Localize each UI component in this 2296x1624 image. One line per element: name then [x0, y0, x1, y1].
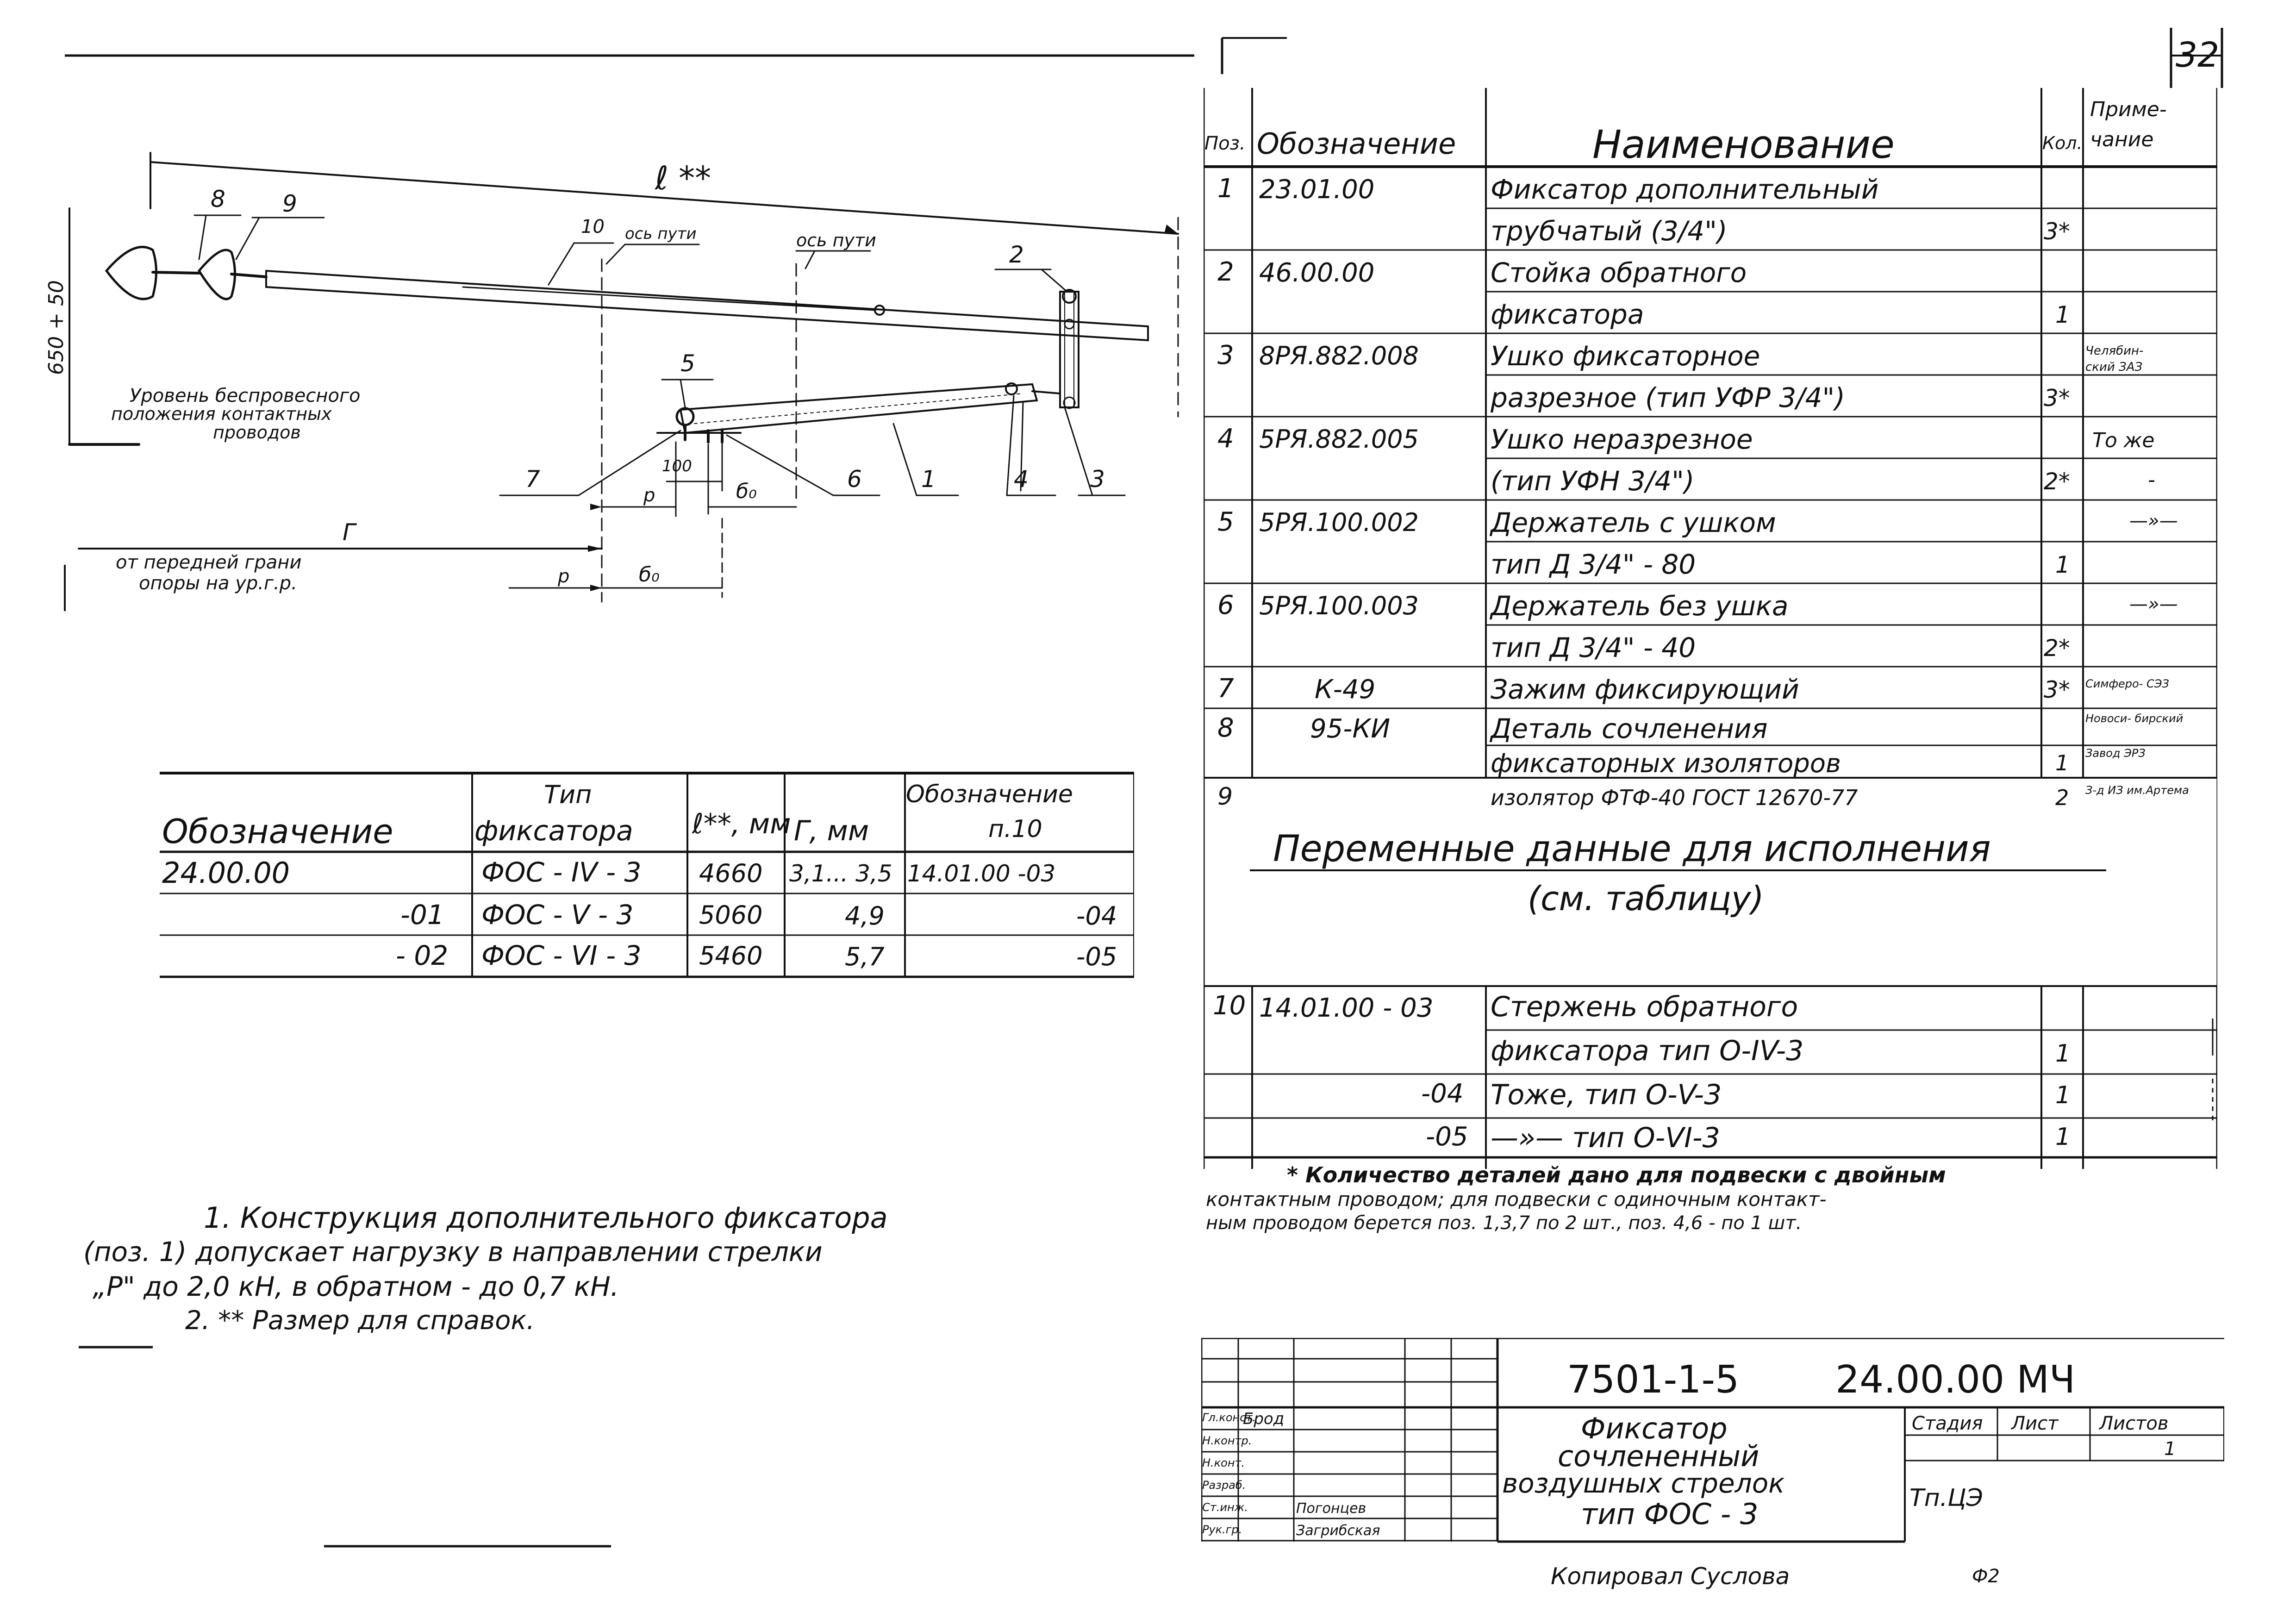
spec-row-10-name: тип Д 3/4" - 80 — [1491, 549, 1696, 580]
pos-label-3: 3 — [1090, 466, 1105, 493]
sheet-number: 32 — [2176, 35, 2220, 75]
vt-header-type-2: фиксатора — [474, 815, 633, 847]
spec-row-7-name: Ушко неразрезное — [1491, 424, 1753, 455]
spec-row-12-qty: 2* — [2044, 635, 2070, 662]
spec-row-16-qty: 2 — [2055, 785, 2069, 810]
spec-row-3-name: Стойка обратного — [1491, 257, 1747, 288]
spec-footnote-2: контактным проводом; для подвески с одиночным контакт- — [1206, 1188, 1827, 1211]
spec-row-14-pos: 8 — [1217, 713, 1234, 743]
spec-row-2-name: трубчатый (3/4") — [1491, 215, 1728, 247]
title-org: Тп.ЦЭ — [1909, 1484, 1983, 1512]
spec-row-10-qty: 1 — [2055, 551, 2070, 578]
spec-header-designation: Обозначение — [1257, 127, 1456, 161]
spec-row-14-name: Деталь сочленения — [1491, 713, 1768, 744]
pos-label-9: 9 — [282, 190, 297, 217]
vt-row-1-designation: 24.00.00 — [162, 856, 290, 890]
specification-table — [1204, 88, 2217, 1169]
vt-row-3-d10: -05 — [1076, 942, 1117, 971]
vt-row-1-d10: 14.01.00 -03 — [907, 860, 1056, 887]
var-row-1-pos: 10 — [1213, 991, 1246, 1021]
var-row-1-name: Стержень обратного — [1491, 991, 1798, 1023]
spec-row-13-designation: К-49 — [1315, 675, 1376, 705]
spec-row-4-name: фиксатора — [1491, 299, 1644, 330]
spec-row-11-pos: 6 — [1217, 590, 1234, 620]
var-row-3-name: Тоже, тип О-V-3 — [1491, 1079, 1722, 1111]
dim-b0-lower: б₀ — [639, 563, 660, 587]
vt-header-d10-2: п.10 — [988, 815, 1042, 843]
note-3: „Р" до 2,0 кН, в обратном - до 0,7 кН. — [93, 1271, 619, 1302]
title-sheet-value: 1 — [2164, 1438, 2176, 1460]
var-row-4-qty: 1 — [2055, 1123, 2071, 1151]
role-1: Гл.конст. — [1202, 1411, 1256, 1424]
spec-row-9-note: —»— — [2129, 510, 2178, 531]
spec-row-7-pos: 4 — [1217, 424, 1234, 454]
vt-row-2-d10: -04 — [1076, 901, 1117, 931]
spec-row-3-pos: 2 — [1217, 257, 1234, 287]
note-2: (поз. 1) допускает нагрузку в направлении стрелки — [83, 1236, 823, 1268]
dim-g-note-1: от передней грани — [116, 552, 302, 573]
vt-header-l: ℓ**, мм — [692, 808, 791, 840]
vt-row-2-l: 5060 — [699, 900, 763, 930]
spec-row-4-qty: 1 — [2055, 301, 2070, 328]
role-3: Н.конт. — [1202, 1456, 1245, 1469]
pos-label-1: 1 — [921, 466, 936, 493]
spec-row-8-qty: 2* — [2044, 468, 2070, 495]
assembly-drawing — [0, 0, 1204, 648]
dim-vertical-label: 650 + 50 — [44, 280, 68, 375]
dim-g-label: Г — [343, 519, 356, 546]
var-row-3-designation: -04 — [1421, 1079, 1464, 1109]
spec-header-qty: Кол. — [2042, 133, 2083, 153]
role-4: Разраб. — [1202, 1479, 1246, 1492]
spec-row-5-designation: 8РЯ.882.008 — [1259, 341, 1419, 370]
var-row-3-qty: 1 — [2055, 1081, 2071, 1109]
spec-row-11-note: —»— — [2129, 593, 2178, 615]
spec-header-pos: Поз. — [1204, 133, 1246, 154]
pos-label-10: 10 — [581, 216, 605, 237]
title-code: 7501-1-5 — [1567, 1358, 1740, 1402]
vt-row-3-g: 5,7 — [845, 942, 885, 971]
role-6: Рук.гр. — [1202, 1523, 1242, 1536]
pos-label-4: 4 — [1014, 466, 1029, 493]
spec-row-8-name: (тип УФН 3/4") — [1491, 465, 1695, 497]
vt-row-2-designation: -01 — [400, 899, 444, 931]
title-line-4: тип ФОС - 3 — [1581, 1497, 1759, 1531]
vt-row-1-g: 3,1... 3,5 — [789, 860, 892, 887]
spec-row-14-note: Новоси- бирский — [2085, 712, 2184, 725]
spec-row-13-pos: 7 — [1217, 674, 1234, 704]
spec-row-11-designation: 5РЯ.100.003 — [1259, 591, 1419, 620]
spec-row-13-name: Зажим фиксирующий — [1491, 674, 1799, 705]
var-row-4-designation: -05 — [1426, 1122, 1468, 1152]
spec-row-16-note: З-д ИЗ им.Артема — [2085, 784, 2189, 797]
spec-row-15-name: фиксаторных изоляторов — [1491, 749, 1841, 779]
vt-header-d10-1: Обозначение — [906, 781, 1073, 808]
dim-p-upper: р — [643, 485, 655, 506]
spec-row-9-pos: 5 — [1217, 507, 1234, 537]
level-label-1: Уровень беспровесного — [130, 385, 361, 406]
vt-header-g: Г, мм — [794, 815, 869, 847]
spec-row-5-pos: 3 — [1217, 340, 1234, 370]
name-6: Загрибская — [1296, 1523, 1380, 1539]
title-sheets-label: Листов — [2099, 1413, 2169, 1434]
spec-row-9-name: Держатель с ушком — [1491, 507, 1776, 538]
vt-row-3-designation: - 02 — [396, 940, 449, 971]
note-1: 1. Конструкция дополнительного фиксатора — [204, 1201, 888, 1235]
pos-label-7: 7 — [525, 466, 540, 493]
spec-row-6-name: разрезное (тип УФР 3/4") — [1491, 382, 1845, 413]
spec-row-16-pos: 9 — [1217, 783, 1233, 811]
spec-row-16-name: изолятор ФТФ-40 ГОСТ 12670-77 — [1491, 785, 1858, 810]
var-row-2-qty: 1 — [2055, 1040, 2071, 1068]
name-1: Брод — [1243, 1410, 1285, 1428]
var-row-1-designation: 14.01.00 - 03 — [1259, 993, 1434, 1023]
spec-row-1-name: Фиксатор дополнительный — [1491, 174, 1879, 205]
vt-row-1-l: 4660 — [699, 859, 763, 888]
title-doc: 24.00.00 МЧ — [1835, 1358, 2076, 1402]
copied-by: Копировал Суслова — [1551, 1563, 1790, 1590]
format-label: Ф2 — [1972, 1566, 2000, 1587]
dim-l-label: ℓ ** — [655, 159, 711, 197]
pos-label-6: 6 — [847, 466, 862, 493]
spec-footnote-3: ным проводом берется поз. 1,3,7 по 2 шт., поз. 4,6 - по 1 шт. — [1206, 1212, 1802, 1234]
spec-row-5-name: Ушко фиксаторное — [1491, 340, 1760, 372]
variable-data-subtitle: (см. таблицу) — [1528, 879, 1764, 918]
dim-g-note-2: опоры на ур.г.р. — [139, 573, 297, 594]
vt-header-designation: Обозначение — [162, 812, 393, 851]
title-line-1: Фиксатор — [1581, 1412, 1728, 1445]
spec-row-3-designation: 46.00.00 — [1259, 258, 1375, 288]
vt-row-3-type: ФОС - VI - 3 — [481, 940, 642, 971]
dim-b0-upper: б₀ — [736, 480, 757, 503]
vt-row-2-g: 4,9 — [845, 901, 885, 931]
spec-row-6-note: ский ЗАЗ — [2085, 360, 2143, 374]
var-row-2-name: фиксатора тип О-IV-3 — [1491, 1035, 1804, 1067]
spec-row-5-note: Челябин- — [2085, 344, 2144, 358]
spec-row-13-qty: 3* — [2044, 676, 2070, 703]
vt-row-2-type: ФОС - V - 3 — [481, 899, 634, 931]
spec-row-7-note: То же — [2092, 429, 2155, 452]
title-sheet-label: Лист — [2011, 1413, 2059, 1434]
title-line-2: сочлененный — [1558, 1439, 1759, 1473]
title-stage-label: Стадия — [1912, 1413, 1983, 1434]
spec-row-6-qty: 3* — [2044, 385, 2070, 412]
pos-label-2: 2 — [1009, 241, 1024, 268]
title-block — [1201, 1338, 2224, 1560]
var-row-4-name: —»— тип О-VI-3 — [1491, 1122, 1720, 1154]
level-label-2: положения контактных — [111, 404, 332, 424]
role-5: Ст.инж. — [1202, 1501, 1248, 1514]
pos-label-8: 8 — [211, 186, 225, 212]
dim-p-lower: р — [558, 566, 570, 587]
dim-100-label: 100 — [662, 457, 692, 475]
spec-row-8-note: - — [2148, 468, 2155, 492]
spec-row-1-pos: 1 — [1217, 174, 1234, 204]
spec-row-11-name: Держатель без ушка — [1491, 590, 1789, 622]
axis-label-2: ось пути — [796, 230, 876, 250]
role-2: Н.контр. — [1202, 1434, 1252, 1447]
spec-row-13-note: Симферо- СЭЗ — [2085, 677, 2169, 690]
variable-data-title: Переменные данные для исполнения — [1273, 828, 1991, 870]
pos-label-5: 5 — [680, 350, 695, 377]
spec-row-9-designation: 5РЯ.100.002 — [1259, 508, 1419, 537]
spec-row-12-name: тип Д 3/4" - 40 — [1491, 632, 1696, 663]
spec-row-1-designation: 23.01.00 — [1259, 175, 1375, 205]
axis-label-1: ось пути — [625, 225, 697, 243]
spec-header-note-2: чание — [2090, 128, 2154, 151]
vt-row-1-type: ФОС - IV - 3 — [481, 856, 642, 888]
note-4: 2. ** Размер для справок. — [185, 1305, 535, 1336]
spec-header-note-1: Приме- — [2090, 98, 2167, 121]
spec-row-7-designation: 5РЯ.882.005 — [1259, 425, 1419, 454]
vt-row-3-l: 5460 — [699, 941, 763, 970]
vt-header-type-1: Тип — [544, 780, 592, 809]
spec-row-15-note: Завод ЭРЗ — [2085, 747, 2146, 760]
level-label-3: проводов — [213, 422, 301, 443]
spec-row-14-designation: 95-КИ — [1310, 714, 1391, 744]
spec-row-2-qty: 3* — [2044, 218, 2070, 245]
spec-footnote-1: * Количество деталей дано для подвески с двойным — [1287, 1162, 1946, 1187]
spec-header-name: Наименование — [1592, 122, 1895, 167]
spec-row-15-qty: 1 — [2055, 750, 2069, 775]
name-5: Погонцев — [1296, 1500, 1366, 1517]
title-line-3: воздушных стрелок — [1502, 1468, 1785, 1499]
variants-table — [160, 764, 1134, 995]
